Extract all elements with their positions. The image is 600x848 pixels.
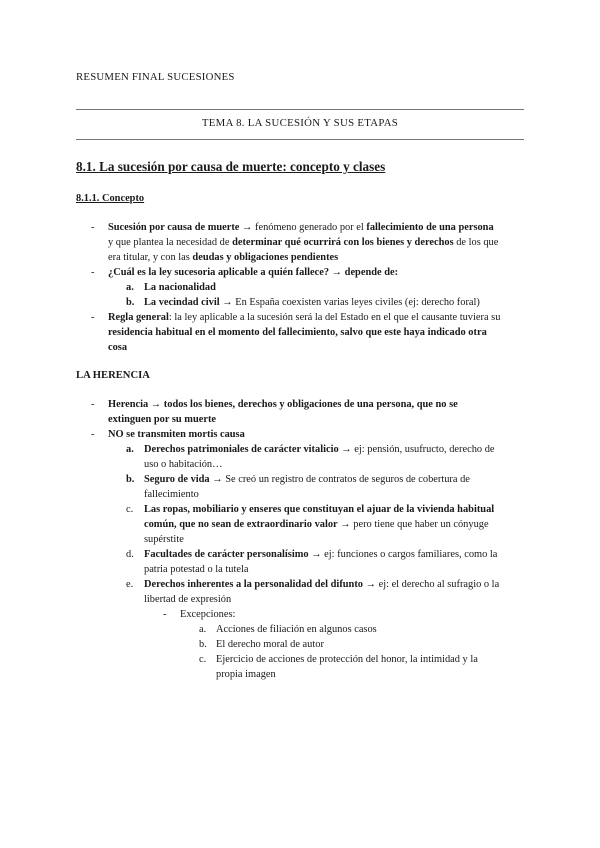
letter-marker-d: d. — [126, 549, 134, 560]
excepcion-c-line-2: propia imagen — [216, 669, 276, 680]
no-transmiten-e-line-1: Derechos inherentes a la personalidad del difunto → ej: el derecho al sufragio o la — [144, 579, 500, 590]
letter-marker-b: b. — [126, 474, 135, 485]
dash-bullet: - — [91, 399, 95, 410]
concepto-item-1-line-3: era titular, y con las deudas y obligaciones pendientes — [108, 252, 339, 263]
herencia-title: LA HERENCIA — [76, 370, 150, 381]
tema-title: TEMA 8. LA SUCESIÓN Y SUS ETAPAS — [201, 117, 399, 129]
concepto-item-3-line-2: residencia habitual en el momento del fallecimiento, salvo que este haya indicado otra — [108, 327, 487, 338]
letter-marker-c: c. — [126, 504, 134, 515]
no-transmiten-b-line-2: fallecimiento — [144, 489, 199, 500]
letter-marker-c: c. — [199, 654, 207, 665]
no-transmiten-b-line-1: Seguro de vida → Se creó un registro de contratos de seguros de cobertura de — [144, 474, 470, 485]
concepto-item-3-line-1: Regla general: la ley aplicable a la sucesión será la del Estado en el que el causante tuviera su — [108, 312, 501, 323]
letter-marker-b: b. — [199, 639, 207, 650]
concepto-item-2: ¿Cuál es la ley sucesoria aplicable a quién fallece? → depende de: — [108, 267, 399, 278]
herencia-item-1-line-1: Herencia → todos los bienes, derechos y obligaciones de una persona, que no se — [108, 399, 458, 410]
dash-bullet: - — [91, 312, 95, 323]
subsection-title: 8.1.1. Concepto — [76, 193, 145, 204]
divider-bottom — [76, 139, 524, 140]
no-transmiten-a-line-2: uso o habitación… — [144, 459, 223, 470]
concepto-item-2-b: La vecindad civil → En España coexisten varias leyes civiles (ej: derecho foral) — [144, 297, 480, 308]
concepto-item-1-line-1: Sucesión por causa de muerte → fenómeno generado por el fallecimiento de una persona — [108, 222, 494, 233]
section-title: 8.1. La sucesión por causa de muerte: concepto y clases — [76, 159, 386, 174]
dash-bullet: - — [91, 267, 95, 278]
herencia-item-1-line-2: extinguen por su muerte — [108, 414, 217, 425]
no-transmiten-d-line-2: patria potestad o la tutela — [144, 564, 249, 575]
letter-marker-a: a. — [126, 282, 134, 293]
no-transmiten-c-line-1: Las ropas, mobiliario y enseres que constituyan el ajuar de la vivienda habitual — [144, 504, 495, 515]
no-transmiten-c-line-2: común, que no sean de extraordinario valor → pero tiene que haber un cónyuge — [144, 519, 489, 530]
no-transmiten-a-line-1: Derechos patrimoniales de carácter vitalicio → ej: pensión, usufructo, derecho de — [144, 444, 495, 455]
letter-marker-a: a. — [199, 624, 207, 635]
no-transmiten-e-line-2: libertad de expresión — [144, 594, 232, 605]
concepto-item-2-a: La nacionalidad — [144, 282, 216, 293]
excepciones-label: Excepciones: — [180, 609, 236, 620]
excepcion-c-line-1: Ejercicio de acciones de protección del honor, la intimidad y la — [216, 654, 478, 665]
herencia-item-2: NO se transmiten mortis causa — [108, 429, 245, 440]
concepto-item-1-line-2: y que plantea la necesidad de determinar qué ocurrirá con los bienes y derechos de los que — [108, 237, 499, 248]
letter-marker-b: b. — [126, 297, 135, 308]
document-title: RESUMEN FINAL SUCESIONES — [76, 71, 235, 83]
letter-marker-a: a. — [126, 444, 134, 455]
no-transmiten-c-line-3: supérstite — [144, 534, 184, 545]
concepto-item-3-line-3: cosa — [108, 342, 128, 353]
dash-bullet: - — [91, 429, 95, 440]
no-transmiten-d-line-1: Facultades de carácter personalísimo → ej: funciones o cargos familiares, como la — [144, 549, 498, 560]
excepcion-b: El derecho moral de autor — [216, 639, 324, 650]
dash-bullet: - — [91, 222, 95, 233]
letter-marker-e: e. — [126, 579, 134, 590]
excepcion-a: Acciones de filiación en algunos casos — [216, 624, 377, 635]
dash-bullet: - — [163, 609, 167, 620]
divider-top — [76, 109, 524, 110]
